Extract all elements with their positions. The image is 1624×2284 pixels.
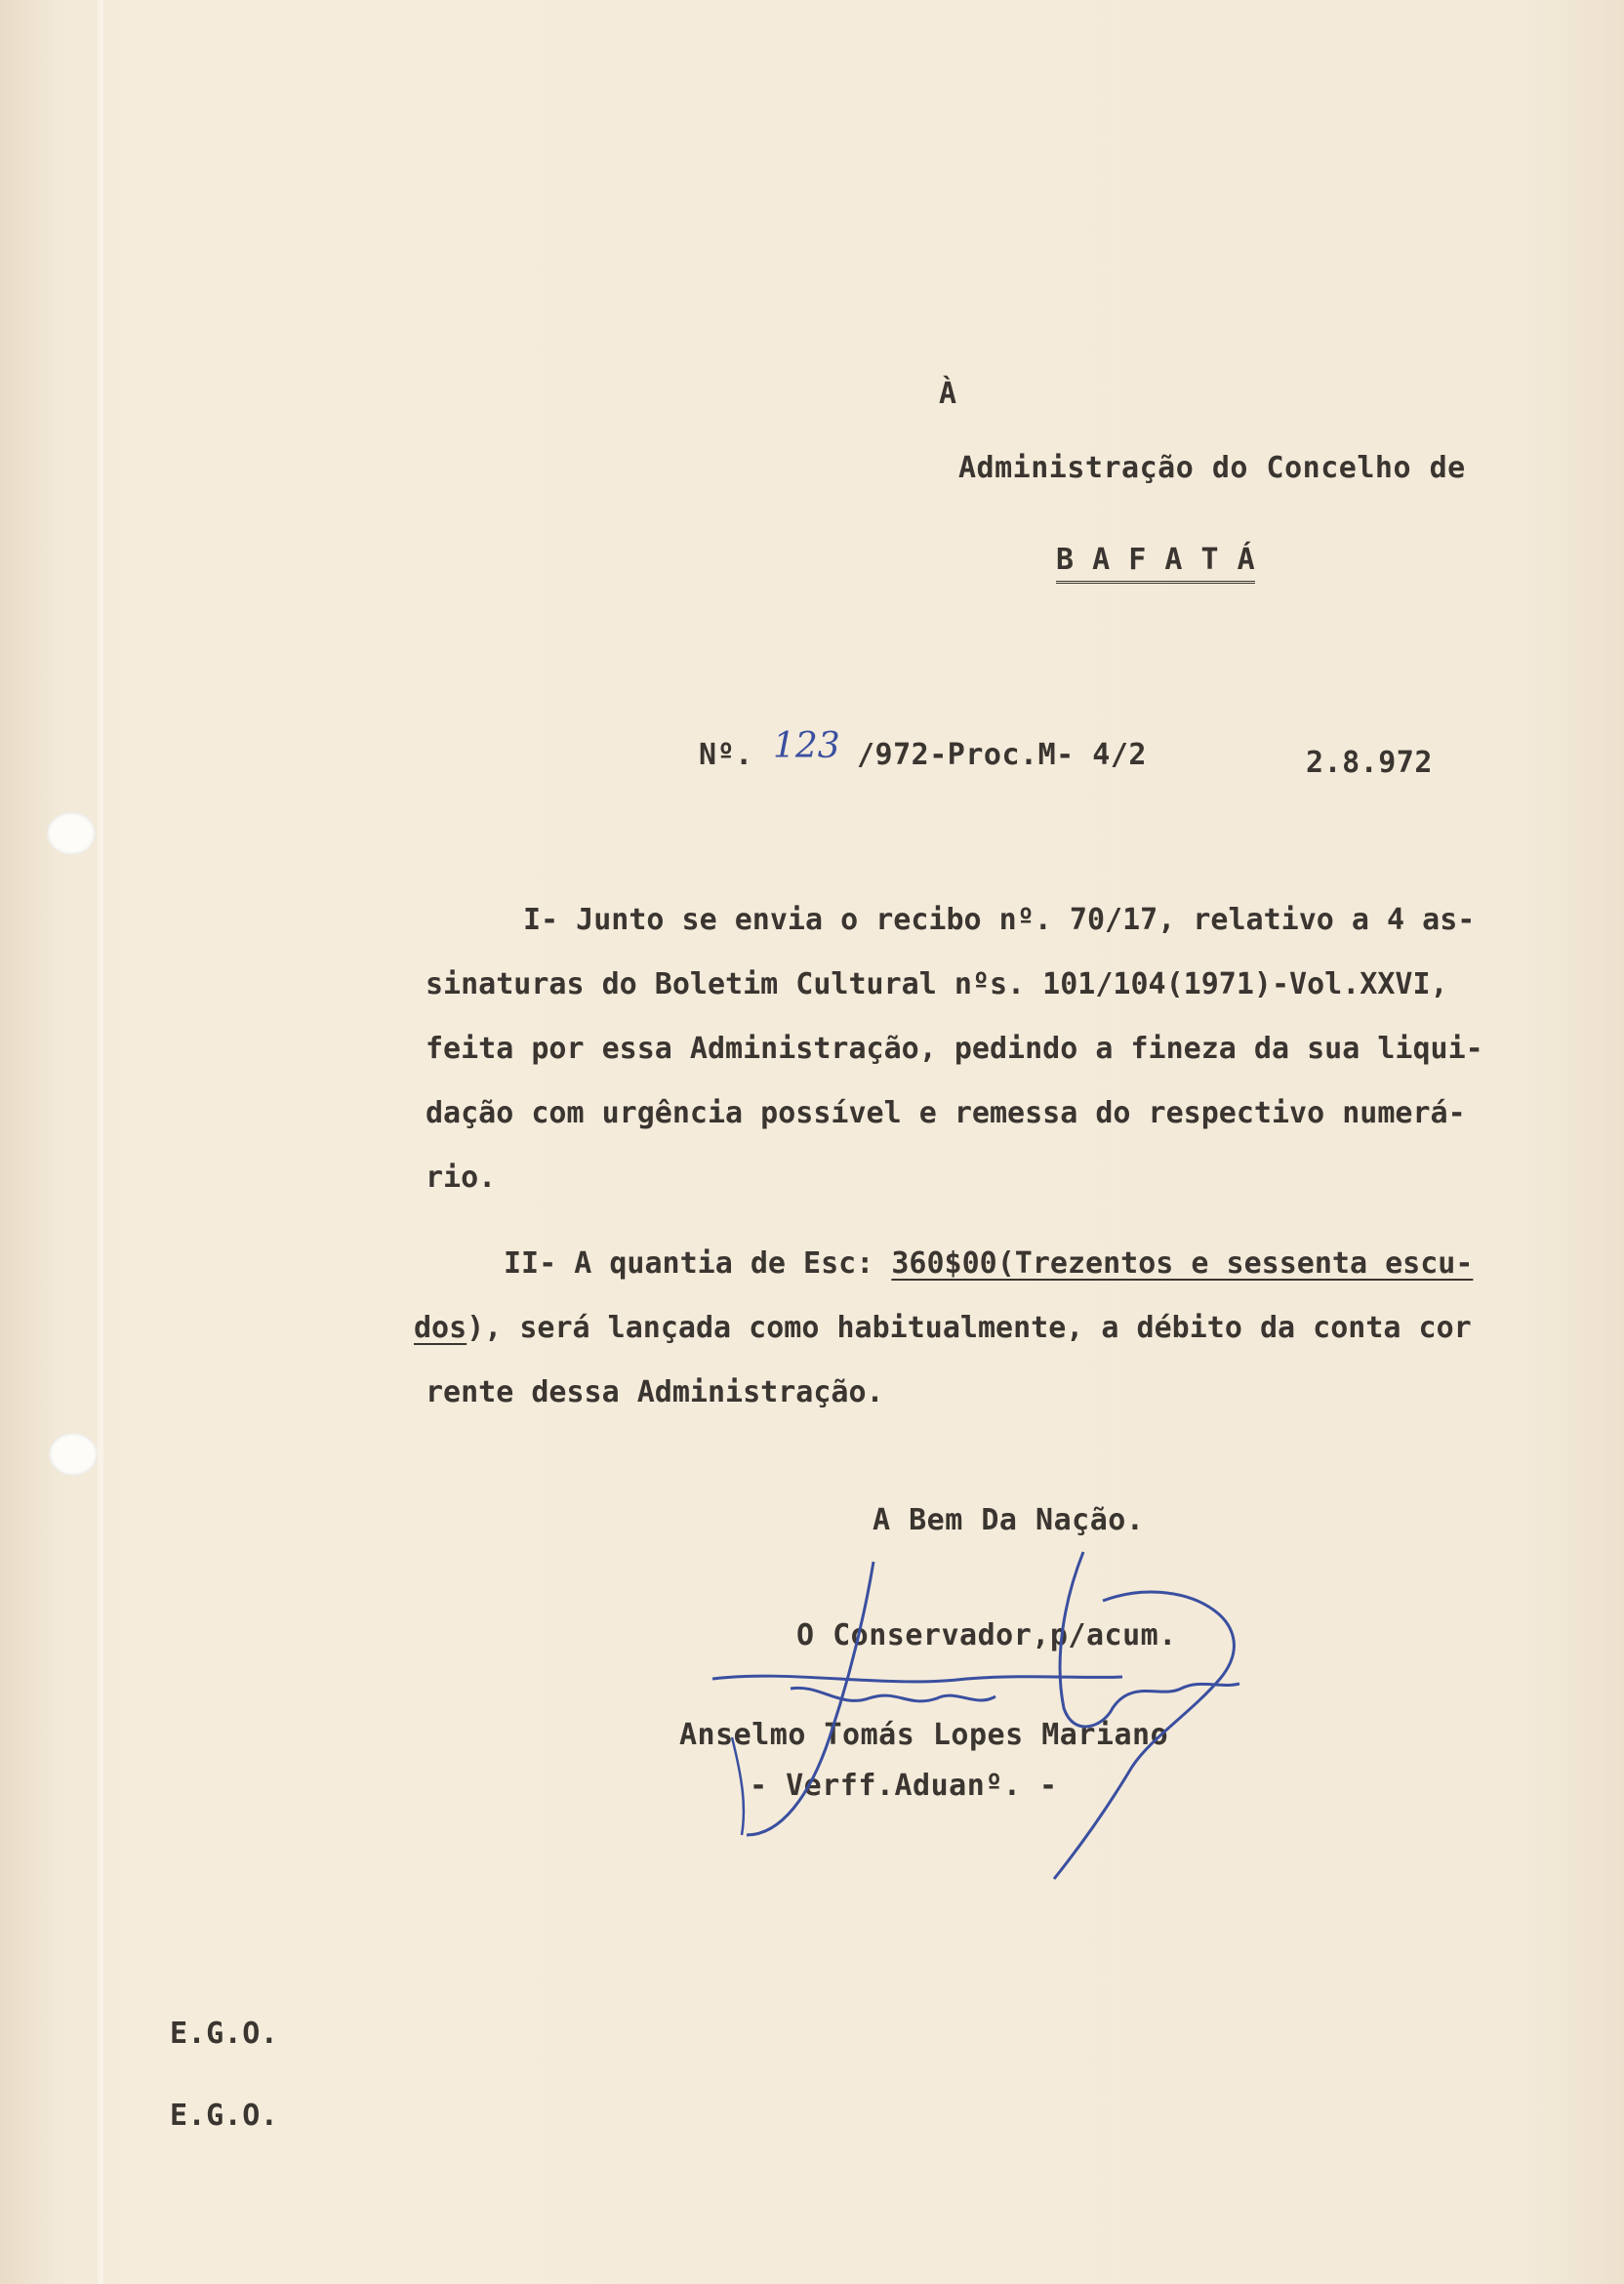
copy-mark-2: E.G.O. bbox=[170, 2099, 279, 2133]
salutation: A Bem Da Nação. bbox=[873, 1503, 1145, 1537]
reference-suffix: /972-Proc.M- 4/2 bbox=[857, 738, 1147, 772]
punch-hole-top bbox=[47, 812, 96, 855]
place-name: B A F A T Á bbox=[1056, 543, 1255, 584]
header-to: À bbox=[939, 377, 957, 411]
punch-hole-bottom bbox=[49, 1433, 98, 1476]
paragraph-2-amount: 360$00(Trezentos e sessenta escu- bbox=[891, 1246, 1474, 1281]
paragraph-2-line-2-rest: ), será lançada como habitualmente, a débito da conta cor bbox=[467, 1311, 1472, 1345]
paragraph-1-line-5: rio. bbox=[426, 1161, 497, 1195]
paragraph-2-line-1 bbox=[504, 1232, 1473, 1296]
copy-mark-1: E.G.O. bbox=[170, 2017, 279, 2051]
reference-number-handwritten: 123 bbox=[773, 726, 840, 766]
paragraph-2-start: II- A quantia de Esc: bbox=[504, 1246, 892, 1281]
signer-role: O Conservador,p/acum. bbox=[796, 1618, 1177, 1652]
paragraph-1-line-4: dação com urgência possível e remessa do respectivo numerá- bbox=[426, 1096, 1466, 1130]
paragraph-2-line-2 bbox=[414, 1296, 1472, 1361]
reference-date: 2.8.972 bbox=[1306, 746, 1433, 780]
signer-name: Anselmo Tomás Lopes Mariano bbox=[679, 1718, 1169, 1752]
paragraph-2-line-3: rente dessa Administração. bbox=[426, 1375, 884, 1409]
paragraph-1-line-3: feita por essa Administração, pedindo a fineza da sua liqui- bbox=[426, 1032, 1483, 1066]
addressee: Administração do Concelho de bbox=[958, 451, 1466, 485]
paragraph-1-line-2: sinaturas do Boletim Cultural nºs. 101/104(1971)-Vol.XXVI, bbox=[426, 967, 1448, 1001]
paper-fold bbox=[98, 0, 103, 2284]
signer-title: - Verff.Aduanº. - bbox=[750, 1769, 1058, 1803]
handwritten-signature bbox=[673, 1542, 1259, 1894]
paragraph-1-line-1: I- Junto se envia o recibo nº. 70/17, relativo a 4 as- bbox=[523, 903, 1476, 937]
reference-prefix: Nº. bbox=[699, 738, 753, 772]
paragraph-2-amount-cont: dos bbox=[414, 1311, 467, 1345]
